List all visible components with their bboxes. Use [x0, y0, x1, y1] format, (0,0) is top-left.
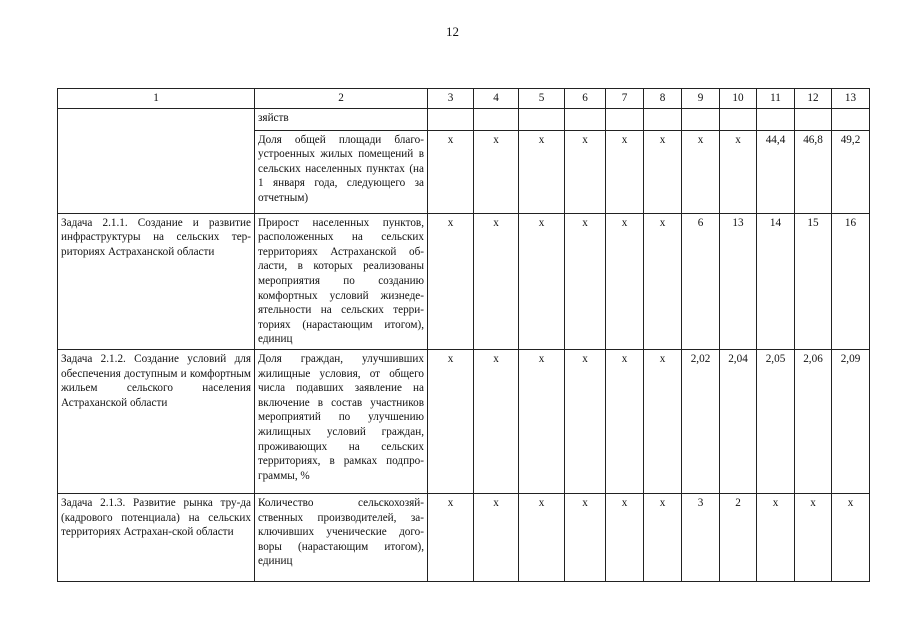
page-number: 12	[446, 24, 459, 39]
header-cell: 6	[565, 89, 606, 109]
table-row	[58, 108, 870, 130]
header-cell: 11	[757, 89, 795, 109]
value-cell: 2,06	[795, 349, 832, 493]
value-cell	[474, 108, 519, 130]
value-cell: 3	[682, 493, 720, 581]
value-cell: 15	[795, 213, 832, 349]
indicator-cell: Доля граждан, улучшивших жилищные условия, от общего числа подавших заявление на включение в состав участников мероприятий по улучшению жилищных условий граждан, проживающих на сельских территориях, в рамках подпро-граммы, %	[255, 349, 428, 493]
value-cell: 2,02	[682, 349, 720, 493]
value-cell: x	[606, 213, 644, 349]
header-cell: 13	[832, 89, 870, 109]
table-row	[58, 213, 870, 349]
value-cell: x	[682, 130, 720, 213]
header-cell: 10	[720, 89, 757, 109]
value-cell: 2,04	[720, 349, 757, 493]
value-cell: x	[474, 213, 519, 349]
value-cell: x	[474, 349, 519, 493]
header-cell: 1	[58, 89, 255, 109]
value-cell: 16	[832, 213, 870, 349]
value-cell: x	[644, 213, 682, 349]
header-cell: 8	[644, 89, 682, 109]
header-cell: 5	[519, 89, 565, 109]
value-cell: 13	[720, 213, 757, 349]
value-cell	[720, 108, 757, 130]
task-cell	[58, 108, 255, 213]
header-cell: 9	[682, 89, 720, 109]
value-cell: x	[644, 130, 682, 213]
value-cell: x	[565, 349, 606, 493]
header-cell: 3	[428, 89, 474, 109]
value-cell: x	[757, 493, 795, 581]
indicator-cell: Прирост населенных пунктов, расположенных на сельских территориях Астраханской об-ласти, в которых реализованы мероприятия по созданию комфортных условий жизнеде-ятельности на сельских терри-ториях (нарастающим итогом), единиц	[255, 213, 428, 349]
value-cell: 2,09	[832, 349, 870, 493]
value-cell: x	[565, 213, 606, 349]
indicator-cell: зяйств	[255, 108, 428, 130]
value-cell: 2,05	[757, 349, 795, 493]
table-row	[58, 349, 870, 493]
value-cell: x	[519, 213, 565, 349]
value-cell: x	[565, 493, 606, 581]
value-cell: x	[832, 493, 870, 581]
value-cell	[832, 108, 870, 130]
value-cell: x	[644, 493, 682, 581]
value-cell: x	[428, 130, 474, 213]
value-cell: x	[795, 493, 832, 581]
header-row	[58, 89, 870, 109]
task-cell: Задача 2.1.3. Развитие рынка тру-да (кадрового потенциала) на сельских территориях Астрахан-ской области	[58, 493, 255, 581]
value-cell	[428, 108, 474, 130]
value-cell: 49,2	[832, 130, 870, 213]
indicator-cell: Доля общей площади благо-устроенных жилых помещений в сельских населенных пунктах (на 1 января года, следующего за отчетным)	[255, 130, 428, 213]
value-cell	[795, 108, 832, 130]
value-cell: 6	[682, 213, 720, 349]
table-row	[58, 493, 870, 581]
value-cell: 44,4	[757, 130, 795, 213]
value-cell: x	[428, 213, 474, 349]
value-cell	[606, 108, 644, 130]
value-cell: x	[644, 349, 682, 493]
value-cell	[565, 108, 606, 130]
value-cell: x	[474, 130, 519, 213]
indicators-table	[57, 88, 870, 582]
header-cell: 4	[474, 89, 519, 109]
value-cell	[682, 108, 720, 130]
value-cell	[519, 108, 565, 130]
value-cell: x	[428, 493, 474, 581]
value-cell: x	[606, 349, 644, 493]
value-cell: x	[720, 130, 757, 213]
value-cell: x	[519, 349, 565, 493]
value-cell: x	[606, 493, 644, 581]
value-cell: 46,8	[795, 130, 832, 213]
value-cell: x	[428, 349, 474, 493]
value-cell: 14	[757, 213, 795, 349]
value-cell	[644, 108, 682, 130]
indicator-cell: Количество сельскохозяй-ственных производителей, за-ключивших ученические дого-воры (нарастающим итогом), единиц	[255, 493, 428, 581]
header-cell: 7	[606, 89, 644, 109]
value-cell: x	[565, 130, 606, 213]
task-cell: Задача 2.1.1. Создание и развитие инфраструктуры на сельских тер-риториях Астраханской области	[58, 213, 255, 349]
value-cell	[757, 108, 795, 130]
task-cell: Задача 2.1.2. Создание условий для обеспечения доступным и комфортным жильем сельского населения Астраханской области	[58, 349, 255, 493]
header-cell: 2	[255, 89, 428, 109]
header-cell: 12	[795, 89, 832, 109]
value-cell: x	[519, 493, 565, 581]
value-cell: 2	[720, 493, 757, 581]
value-cell: x	[474, 493, 519, 581]
value-cell: x	[606, 130, 644, 213]
value-cell: x	[519, 130, 565, 213]
